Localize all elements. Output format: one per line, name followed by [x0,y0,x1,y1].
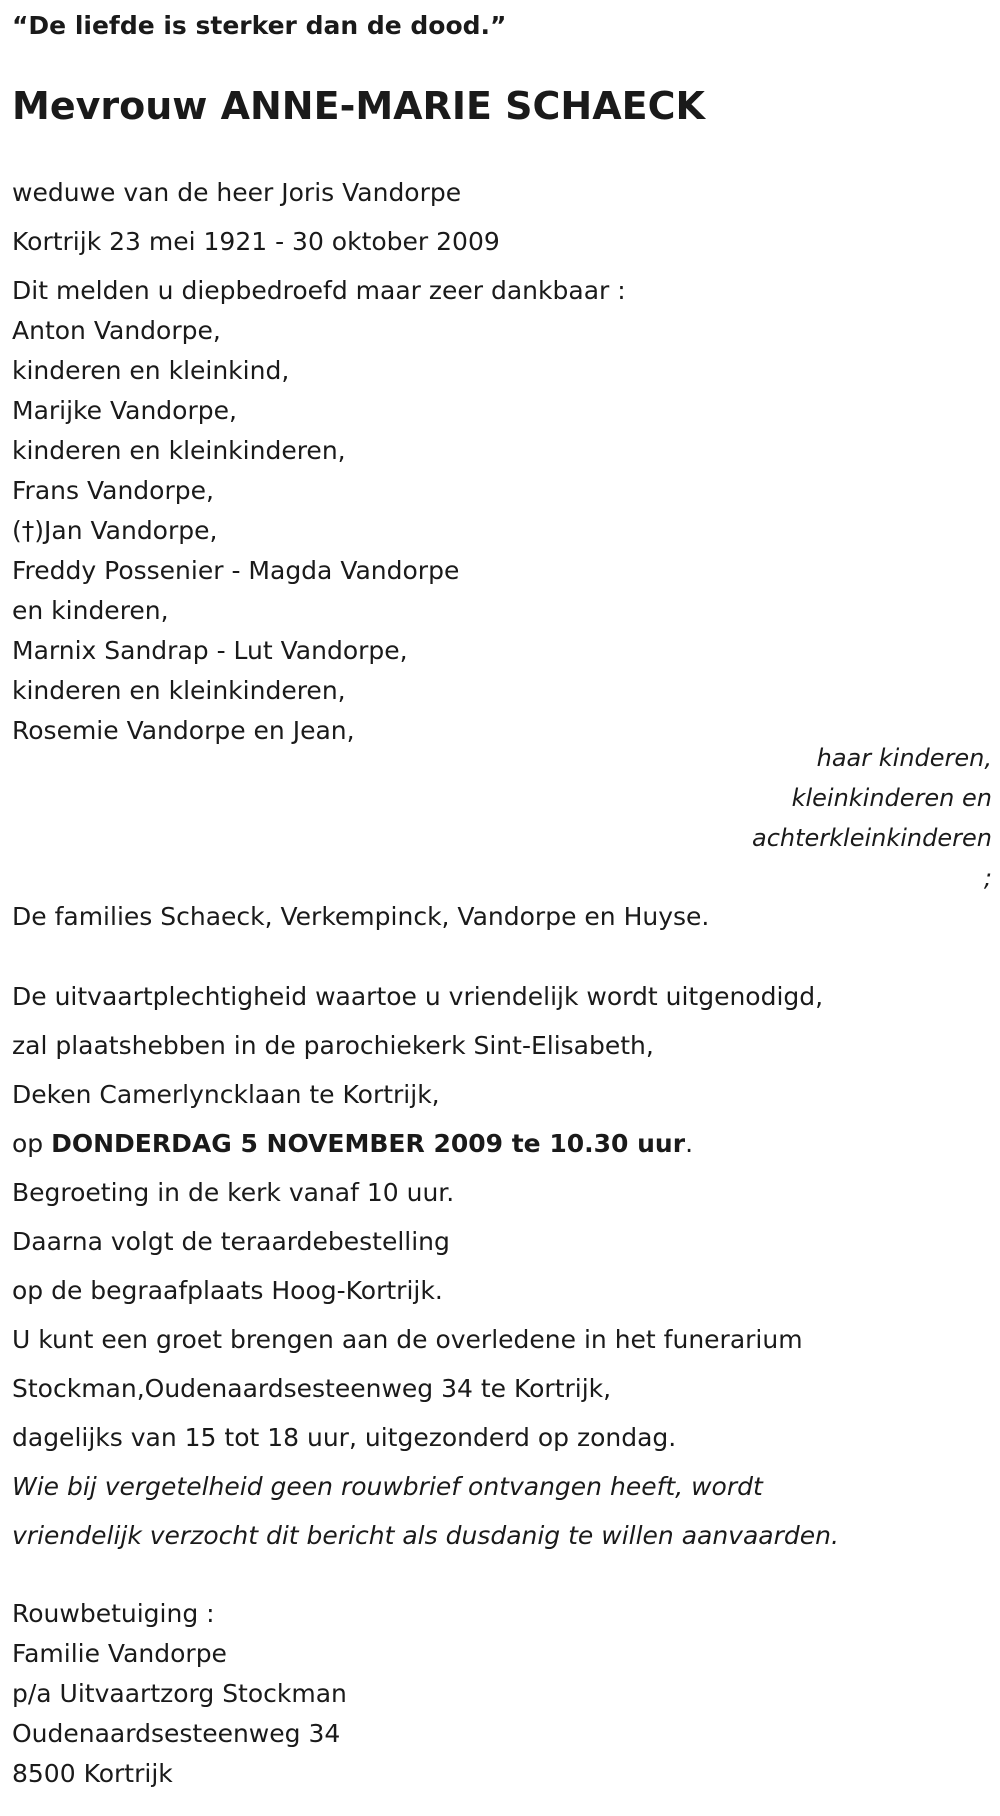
family-line: Anton Vandorpe, [12,316,221,345]
descendants-line: achterkleinkinderen [752,824,992,852]
ceremony-line: zal plaatshebben in de parochiekerk Sint-Elisabeth, [12,1031,654,1060]
family-line: (†)Jan Vandorpe, [12,516,218,545]
family-line: Rosemie Vandorpe en Jean, [12,716,355,745]
quote: “De liefde is sterker dan de dood.” [12,11,507,40]
ceremony-line: op de begraafplaats Hoog-Kortrijk. [12,1276,443,1305]
descendants-line: kleinkinderen en [791,784,992,812]
ceremony-line: Deken Camerlyncklaan te Kortrijk, [12,1080,440,1109]
life-dates: Kortrijk 23 mei 1921 - 30 oktober 2009 [12,227,500,256]
descendants-line: haar kinderen, [816,744,992,772]
date-prefix: op [12,1129,52,1158]
ceremony-line: U kunt een groet brengen aan de overledene in het funerarium [12,1325,803,1354]
ceremony-line: Stockman,Oudenaardsesteenweg 34 te Kortrijk, [12,1374,612,1403]
family-line: Marnix Sandrap - Lut Vandorpe, [12,636,408,665]
family-line: kinderen en kleinkinderen, [12,676,346,705]
ceremony-line: Begroeting in de kerk vanaf 10 uur. [12,1178,455,1207]
family-line: Marijke Vandorpe, [12,396,237,425]
widow-line: weduwe van de heer Joris Vandorpe [12,178,462,207]
condolence-address-line: Oudenaardsesteenweg 34 [12,1719,341,1748]
condolence-address-line: 8500 Kortrijk [12,1759,173,1788]
family-line: Freddy Possenier - Magda Vandorpe [12,556,460,585]
family-line: Frans Vandorpe, [12,476,214,505]
ceremony-line: De uitvaartplechtigheid waartoe u vriendelijk wordt uitgenodigd, [12,982,824,1011]
condolence-address-line: Familie Vandorpe [12,1639,227,1668]
ceremony-line: dagelijks van 15 tot 18 uur, uitgezonderd op zondag. [12,1423,677,1452]
descendants-line: ; [983,864,992,892]
deceased-name: Mevrouw ANNE-MARIE SCHAECK [12,84,705,128]
notice-italic-line: vriendelijk verzocht dit bericht als dusdanig te willen aanvaarden. [12,1521,839,1550]
ceremony-line: Daarna volgt de teraardebestelling [12,1227,450,1256]
announcement-line: Dit melden u diepbedroefd maar zeer dankbaar : [12,276,626,305]
condolence-address-line: p/a Uitvaartzorg Stockman [12,1679,347,1708]
notice-italic-line: Wie bij vergetelheid geen rouwbrief ontvangen heeft, wordt [12,1472,763,1501]
families-line: De families Schaeck, Verkempinck, Vandorpe en Huyse. [12,902,710,931]
ceremony-date: DONDERDAG 5 NOVEMBER 2009 te 10.30 uur [51,1129,686,1158]
condolence-heading: Rouwbetuiging : [12,1599,215,1628]
family-line: kinderen en kleinkind, [12,356,290,385]
ceremony-date-line [12,1127,693,1161]
date-suffix: . [685,1129,694,1158]
family-line: kinderen en kleinkinderen, [12,436,346,465]
family-line: en kinderen, [12,596,169,625]
